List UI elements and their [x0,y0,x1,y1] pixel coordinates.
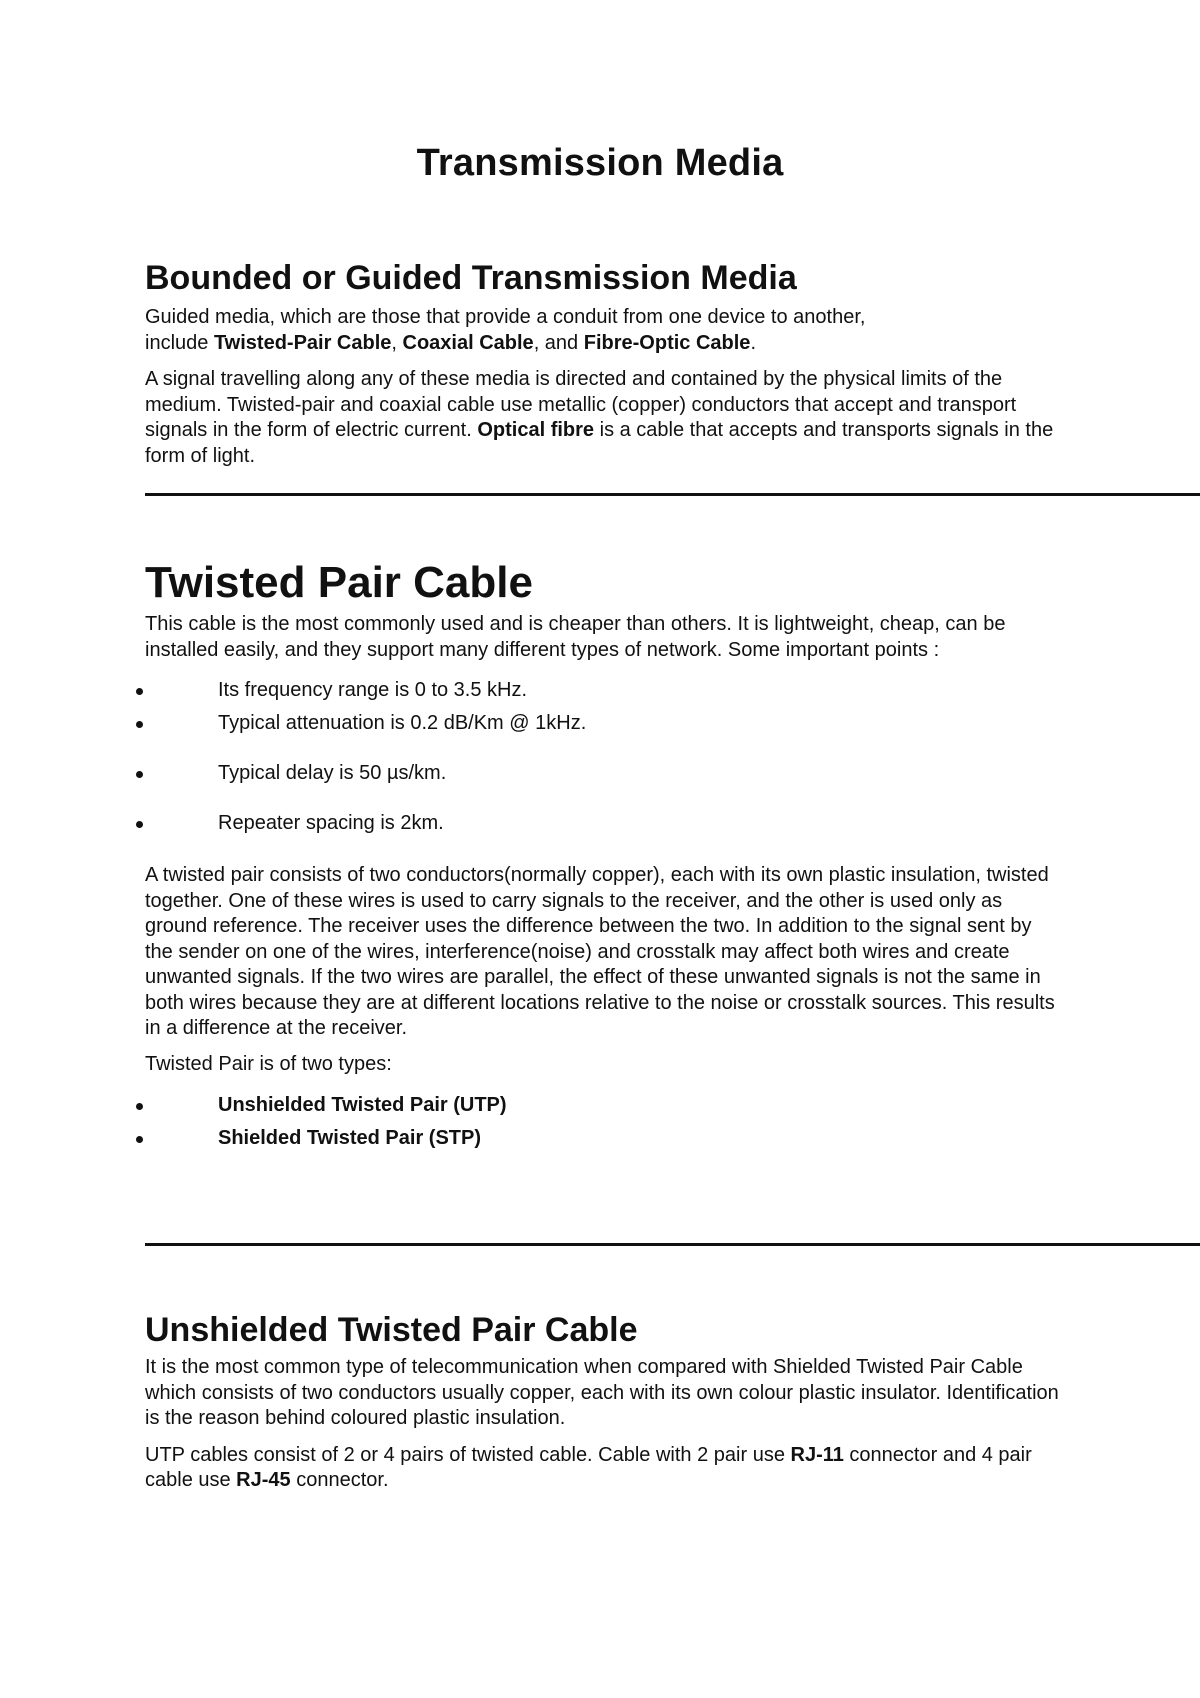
section-guided-media [145,258,1200,469]
paragraph-utp-intro: It is the most common type of telecommunication when compared with Shielded Twisted Pair Cable which consists of two conductors usually copper, each with its own colour plastic insulator. Identification is the reason behind coloured plastic insulation. [145,1356,1059,1429]
bullet-icon [136,721,143,728]
bold-term: Optical fibre [477,419,595,441]
bullet-icon [136,688,143,695]
bold-term: Fibre-Optic Cable [583,331,751,354]
text-run: Guided media, which are those that provide a conduit from one device to another, [145,306,866,328]
section-heading: Twisted Pair Cable [145,558,533,607]
bold-term: Twisted-Pair Cable [213,331,392,354]
text-run: , and [533,331,584,354]
bullet-icon [136,771,143,778]
list-item-text: Its frequency range is 0 to 3.5 kHz. [218,679,528,701]
bullet-icon [136,1103,143,1110]
section-heading: Unshielded Twisted Pair Cable [145,1311,638,1349]
text-run: . [750,331,756,354]
horizontal-rule [145,1243,1200,1246]
list-item-text: Repeater spacing is 2km. [218,812,444,834]
bullet-icon [136,1136,143,1143]
list-item-text: Typical attenuation is 0.2 dB/Km @ 1kHz. [218,712,587,734]
list-item [145,1126,1200,1156]
list-item [145,811,1200,841]
text-run: , [391,331,403,354]
text-run: connector and 4 pair cable use [145,1443,1032,1491]
bullet-icon [136,821,143,828]
points-list [145,678,1200,841]
section-twisted-pair [145,558,1200,1156]
document-title: Transmission Media [416,142,784,184]
text-run: is a cable that accepts and transports signals in the form of light. [145,419,1054,467]
text-run: include [145,331,214,354]
list-item [145,1093,1200,1126]
list-item-text: Shielded Twisted Pair (STP) [218,1127,482,1149]
paragraph-twisted-body: A twisted pair consists of two conductors(normally copper), each with its own plastic insulation, twisted together. One of these wires is used to carry signals to the receiver, and the other is used only as ground reference. The receiver uses the difference between the two. In addition to the signal sent by the sender on one of the wires, interference(noise) and crosstalk may affect both wires and create unwanted signals. If the two wires are parallel, the effect of these unwanted signals is not the same in both wires because they are at different locations relative to the noise or crosstalk sources. This results in a difference at the receiver. [145,864,1055,1039]
paragraph-twisted-intro: This cable is the most commonly used and is cheaper than others. It is lightweight, cheap, can be installed easily, and they support many different types of network. Some important points : [145,613,1006,661]
document-page [145,0,1200,1698]
paragraph-guided-intro [145,305,1065,356]
paragraph-utp-connectors [145,1443,1045,1494]
paragraph-types-intro: Twisted Pair is of two types: [145,1052,392,1075]
text-run: UTP cables consist of 2 or 4 pairs of twisted cable. Cable with 2 pair use [145,1443,791,1466]
list-item [145,711,1200,761]
bold-term: Coaxial Cable [402,331,534,354]
horizontal-rule [145,493,1200,496]
bold-term: RJ-45 [236,1469,291,1491]
paragraph-signal [145,367,1070,469]
types-list [145,1093,1200,1156]
list-item [145,761,1200,811]
text-run: connector. [290,1469,389,1491]
section-heading: Bounded or Guided Transmission Media [145,259,797,297]
bold-term: RJ-11 [790,1443,844,1466]
section-utp [145,1310,1200,1494]
list-item [145,678,1200,711]
text-run: A signal travelling along any of these media is directed and contained by the physical limits of the medium. Twisted-pair and coaxial cable use metallic (copper) conductors that accept and transport signals in the form of electric current. [145,368,1017,441]
list-item-text: Unshielded Twisted Pair (UTP) [218,1094,507,1116]
list-item-text: Typical delay is 50 µs/km. [218,762,447,784]
